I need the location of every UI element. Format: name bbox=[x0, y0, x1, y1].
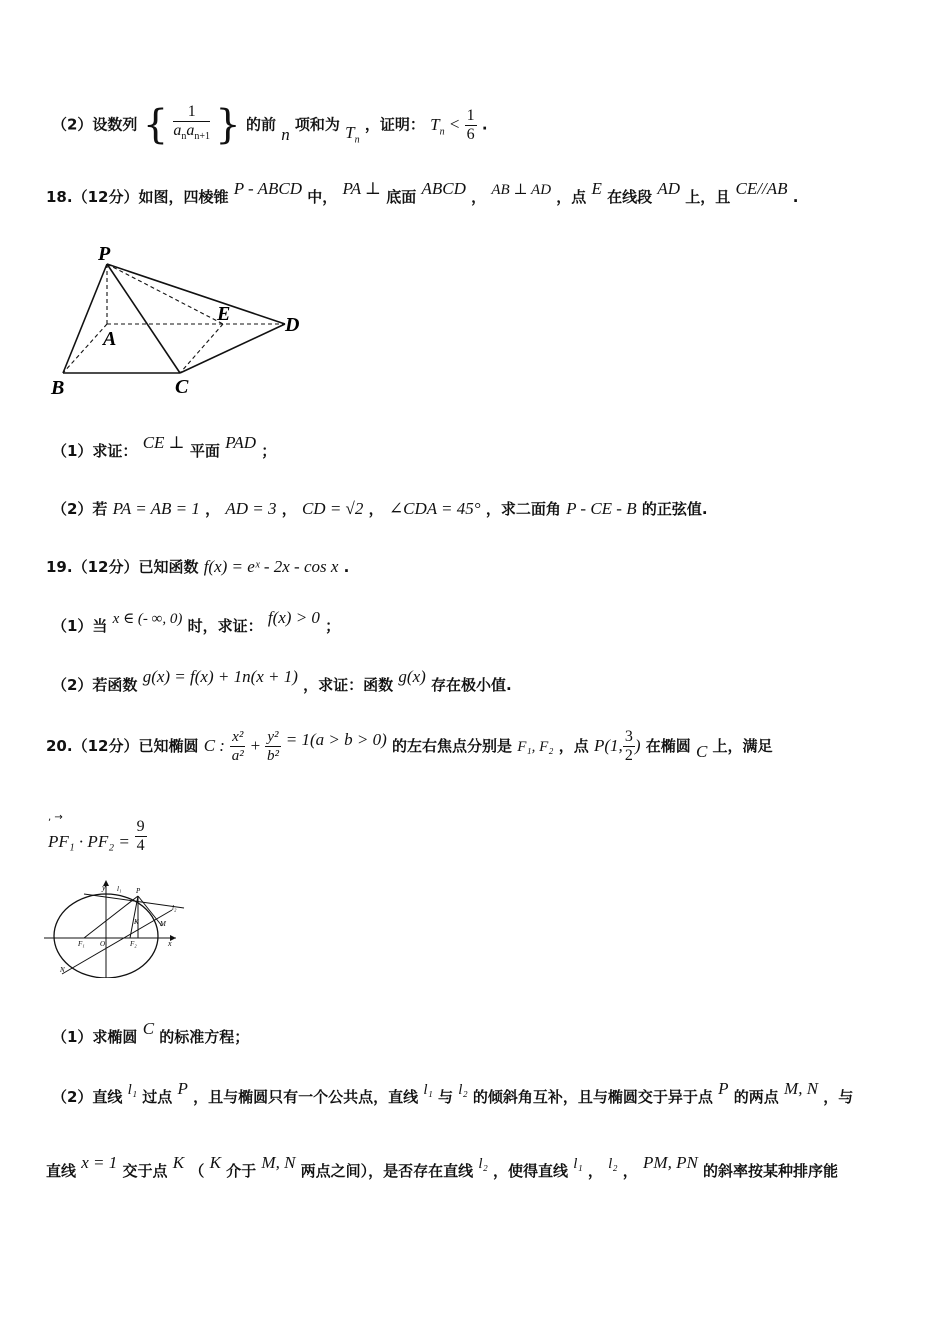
label-E: E bbox=[217, 303, 231, 325]
fig20-N: N bbox=[60, 966, 65, 974]
fig20-x: x bbox=[168, 939, 172, 948]
fig20-K: K bbox=[134, 918, 139, 926]
problem-19-part-2: （2）若函数 g(x) = f(x) + 1n(x + 1) ，求证：函数 g(x) 存在极小值. bbox=[52, 667, 512, 694]
pyramid-figure bbox=[45, 238, 315, 398]
fig20-F2: F₂ bbox=[130, 940, 137, 948]
ellipse-figure bbox=[44, 878, 194, 978]
label-P: P bbox=[98, 243, 111, 265]
fig20-P: P bbox=[136, 887, 141, 895]
problem-20-part-1: （1）求椭圆 C 的标准方程； bbox=[52, 1019, 250, 1046]
problem-18-part-2: （2）若 PA = AB = 1 ， AD = 3 ， CD = √2 ， ∠CDA = 45° ，求二面角 P - CE - B 的正弦值. bbox=[52, 499, 708, 518]
label-C: C bbox=[175, 376, 189, 398]
fig20-l2: l₂ bbox=[172, 904, 177, 912]
problem-18-statement: 18.（12分）如图，四棱锥 P - ABCD 中， PA ⊥ 底面 ABCD ， AB ⊥ AD ，点 E 在线段 AD 上，且 CE//AB . bbox=[46, 179, 799, 206]
vector-arrows: , → bbox=[48, 812, 63, 823]
fig20-y: y bbox=[102, 883, 106, 892]
fig20-M: M bbox=[160, 920, 166, 928]
problem-17-part-2: （2）设数列 { $\frac{1}{a_na_{n+1}}$ } 的前 n 项和为 $T_n$ ，证明： $T_n$ < $\frac{1}{6}$ . bbox=[52, 102, 488, 148]
problem-20-part-2: （2）直线 l₁ 过点 P ，且与椭圆只有一个公共点，直线 l₁ 与 l₂ 的倾斜角互补，且与椭圆交于异于点 P 的两点 M, N ，与 bbox=[52, 1079, 854, 1106]
label-B: B bbox=[51, 377, 65, 398]
label-D: D bbox=[285, 314, 300, 336]
problem-19-part-1: （1）当 x ∈ (- ∞, 0) 时，求证： f(x) > 0 ； bbox=[52, 608, 341, 635]
brace-left: { bbox=[142, 102, 169, 148]
label-A: A bbox=[103, 328, 117, 350]
fig20-F1: F₁ bbox=[78, 940, 85, 948]
problem-20-statement: 20.（12分）已知椭圆 C : $\frac{\text{x²}}{\text{a²}}$ + $\frac{\text{y²}}{\text{b²}}$ = 1(a > b > 0) 的左右焦点分别是 F₁, F₂ ，点 P(1, $\frac{3}{2}$ ) 在椭圆 C 上，满足 bbox=[46, 728, 773, 764]
problem-18-part-1: （1）求证： CE ⊥ 平面 PAD ； bbox=[52, 433, 277, 460]
fig20-O: O bbox=[100, 940, 106, 948]
vector-condition: , → PF₁ · PF₂ = $\frac{9}{4}$ bbox=[48, 812, 145, 854]
sequence-fraction: $\frac{1}{a_na_{n+1}}$ bbox=[173, 103, 211, 143]
problem-19-statement: 19.（12分）已知函数 f(x) = eˣ - 2x - cos x . bbox=[46, 557, 350, 576]
fig20-l1: l₁ bbox=[117, 885, 122, 893]
brace-right: } bbox=[215, 102, 241, 148]
problem-20-part-2-continued: 直线 x = 1 交于点 K （ K 介于 M, N 两点之间），是否存在直线 l₂ ，使得直线 l₁ ， l₂ ， PM, PN 的斜率按某种排序能 bbox=[46, 1153, 839, 1180]
